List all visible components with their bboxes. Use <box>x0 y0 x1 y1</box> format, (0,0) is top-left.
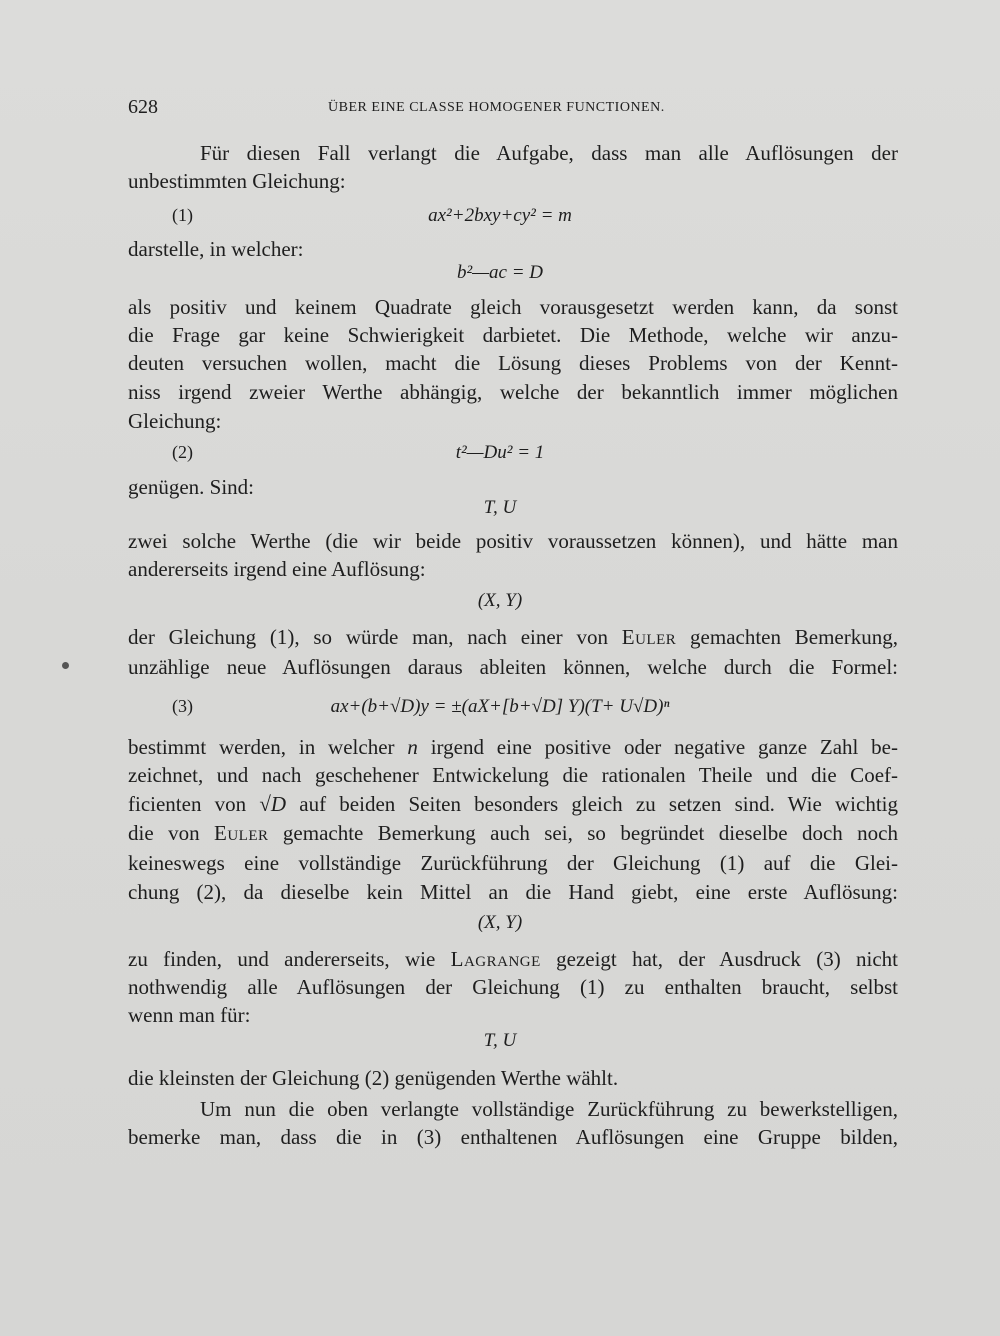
text-line: nothwendig alle Auflösungen der Gleichung (1) zu enthalten braucht, selbst <box>128 975 898 999</box>
text-line: bestimmt werden, in welcher n irgend eine positive oder negative ganze Zahl be- <box>128 735 898 759</box>
text-line: chung (2), da dieselbe kein Mittel an die Hand giebt, eine erste Auflösung: <box>128 880 898 904</box>
equation-TU: T, U <box>483 497 517 518</box>
equation-label: (1) <box>172 205 193 225</box>
equation-label: (3) <box>172 696 193 716</box>
text-line: niss irgend zweier Werthe abhängig, welche der bekanntlich immer möglichen <box>128 380 898 404</box>
text-line: andererseits irgend eine Auflösung: <box>128 557 426 581</box>
text-line: wenn man für: <box>128 1003 251 1027</box>
text-line: als positiv und keinem Quadrate gleich vorausgesetzt werden kann, da sonst <box>128 295 898 319</box>
text-line: keineswegs eine vollständige Zurückführung der Gleichung (1) auf die Glei- <box>128 851 898 875</box>
text-line: Um nun die oben verlangte vollständige Zurückführung zu bewerkstelligen, <box>200 1097 898 1121</box>
text-line: bemerke man, dass die in (3) enthaltenen Auflösungen eine Gruppe bilden, <box>128 1125 898 1149</box>
text-line: zu finden, und andererseits, wie Lagrange gezeigt hat, der Ausdruck (3) nicht <box>128 947 898 971</box>
equation-discriminant: b²—ac = D <box>456 262 544 283</box>
text-line: zeichnet, und nach geschehener Entwickelung die rationalen Theile und die Coef- <box>128 763 898 787</box>
text-line: Für diesen Fall verlangt die Aufgabe, dass man alle Auflösungen der <box>200 141 898 165</box>
equation-XY: (X, Y) <box>477 912 523 933</box>
equation-1: ax²+2bxy+cy² = m <box>428 205 572 226</box>
ink-spot <box>62 662 69 669</box>
text-line: zwei solche Werthe (die wir beide positiv voraussetzen können), und hätte man <box>128 529 898 553</box>
equation-2: t²—Du² = 1 <box>455 442 545 463</box>
text-line: die kleinsten der Gleichung (2) genügenden Werthe wählt. <box>128 1066 619 1090</box>
running-head: ÜBER EINE CLASSE HOMOGENER FUNCTIONEN. <box>328 100 665 115</box>
author-name: Lagrange <box>450 947 541 971</box>
equation-3: ax+(b+√D)y = ±(aX+[b+√D] Y)(T+ U√D)ⁿ <box>330 696 670 717</box>
text-line: die Frage gar keine Schwierigkeit darbietet. Die Methode, welche wir anzu- <box>128 323 898 347</box>
text-line: Gleichung: <box>128 409 222 433</box>
text-line: deuten versuchen wollen, macht die Lösung dieses Problems von der Kennt- <box>128 351 898 375</box>
page-header <box>128 96 898 126</box>
text-line: genügen. Sind: <box>128 475 254 499</box>
equation-TU: T, U <box>483 1030 517 1051</box>
text-line: ficienten von √D auf beiden Seiten besonders gleich zu setzen sind. Wie wichtig <box>128 792 898 816</box>
equation-label: (2) <box>172 442 193 462</box>
text-line: unbestimmten Gleichung: <box>128 169 346 193</box>
author-name: Euler <box>621 625 677 649</box>
text-line: unzählige neue Auflösungen daraus ableiten können, welche durch die Formel: <box>128 655 898 679</box>
equation-XY: (X, Y) <box>477 590 523 611</box>
text-line: darstelle, in welcher: <box>128 237 304 261</box>
text-line: die von Euler gemachte Bemerkung auch sei, so begründet dieselbe doch noch <box>128 821 899 845</box>
author-name: Euler <box>214 821 269 845</box>
page-number: 628 <box>128 96 158 118</box>
text-line: der Gleichung (1), so würde man, nach einer von Euler gemachten Bemerkung, <box>128 625 898 649</box>
